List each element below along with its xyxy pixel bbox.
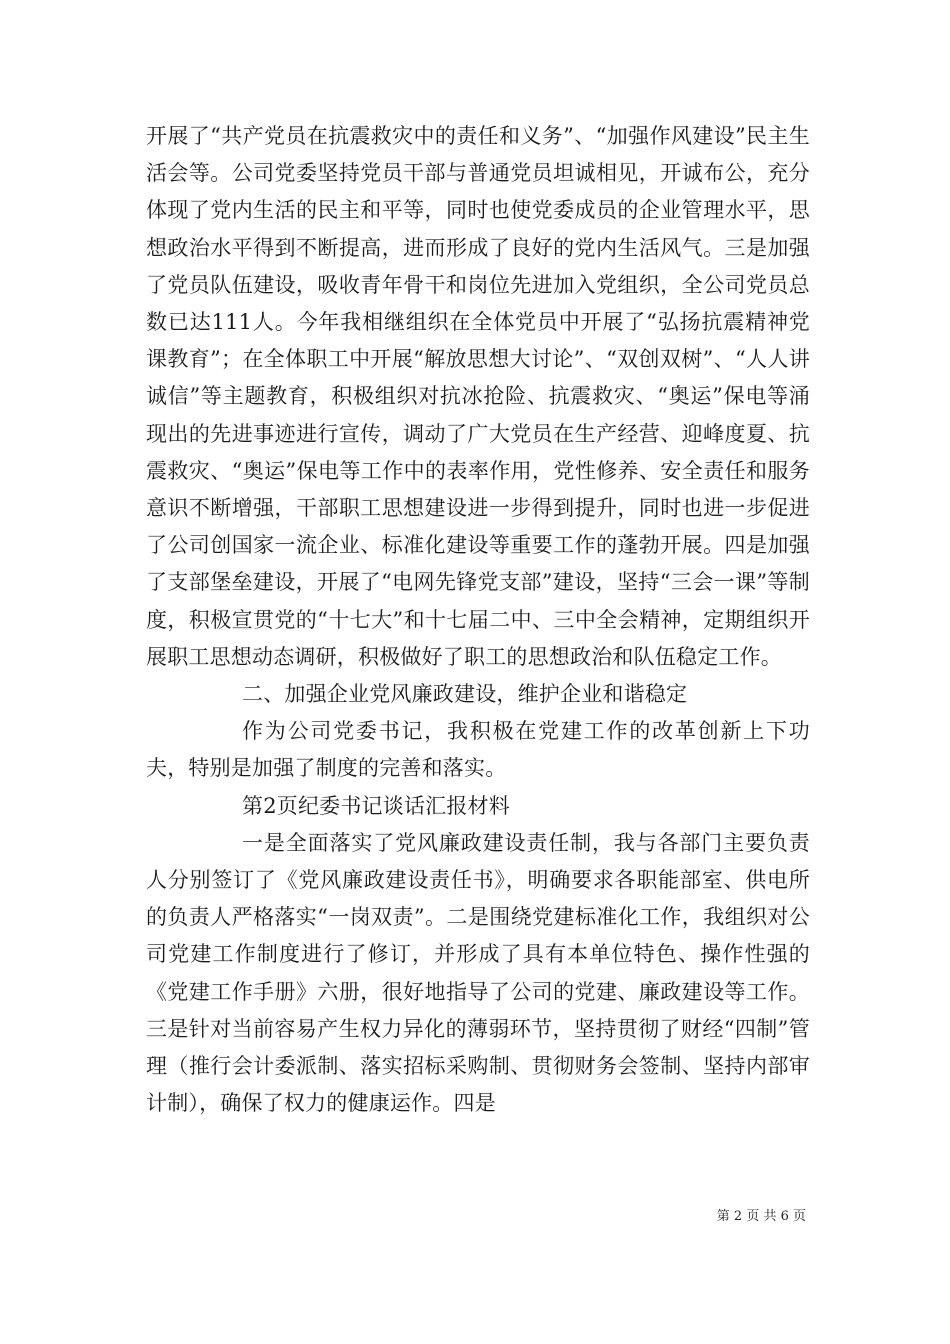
paragraph-party-activities: 开展了“共产党员在抗震救灾中的责任和义务”、“加强作风建设”民主生活会等。公司党委坚持党员干部与普通党员坦诚相见，开诚布公，充分体现了党内生活的民主和平等，同时也使党委成员的企业管理水平，思想政治水平得到不断提高，进而形成了良好的党内生活风气。三是加强了党员队伍建设，吸收青年骨干和岗位先进加入党组织，全公司党员总数已达111人。今年我相继组织在全体党员中开展了“弘扬抗震精神党课教育”；在全体职工中开展“解放思想大讨论”、“双创双树”、“人人讲诚信”等主题教育，积极组织对抗冰抢险、抗震救灾、“奥运”保电等涌现出的先进事迹进行宣传，调动了广大党员在生产经营、迎峰度夏、抗震救灾、“奥运”保电等工作中的表率作用，党性修养、安全责任和服务意识不断增强，干部职工思想建设进一步得到提升，同时也进一步促进了公司创国家一流企业、标准化建设等重要工作的蓬勃开展。四是加强了支部堡垒建设，开展了“电网先锋党支部”建设，坚持“三会一课”等制度，积极宣贯党的“十七大”和十七届二中、三中全会精神，定期组织开展职工思想动态调研，积极做好了职工的思想政治和队伍稳定工作。 [146,124,810,669]
section-heading-two: 二、加强企业党风廉政建设，维护企业和谐稳定 [242,682,688,707]
page-number-footer: 第 2 页 共 6 页 [716,1209,806,1224]
paragraph-secretary-role: 作为公司党委书记，我积极在党建工作的改革创新上下功夫，特别是加强了制度的完善和落实。 [146,719,810,781]
paragraph-responsibility-system: 一是全面落实了党风廉政建设责任制，我与各部门主要负责人分别签订了《党风廉政建设责任书》，明确要求各职能部室、供电所的负责人严格落实“一岗双责”。二是围绕党建标准化工作，我组织对公司党建工作制度进行了修订，并形成了具有本单位特色、操作性强的《党建工作手册》六册，很好地指导了公司的党建、廉政建设等工作。三是针对当前容易产生权力异化的薄弱环节，坚持贯彻了财经“四制”管理（推行会计委派制、落实招标采购制、贯彻财务会签制、坚持内部审计制），确保了权力的健康运作。四是 [146,830,810,1116]
document-body [146,118,810,1122]
inline-page-title: 第2页纪委书记谈话汇报材料 [242,793,510,818]
